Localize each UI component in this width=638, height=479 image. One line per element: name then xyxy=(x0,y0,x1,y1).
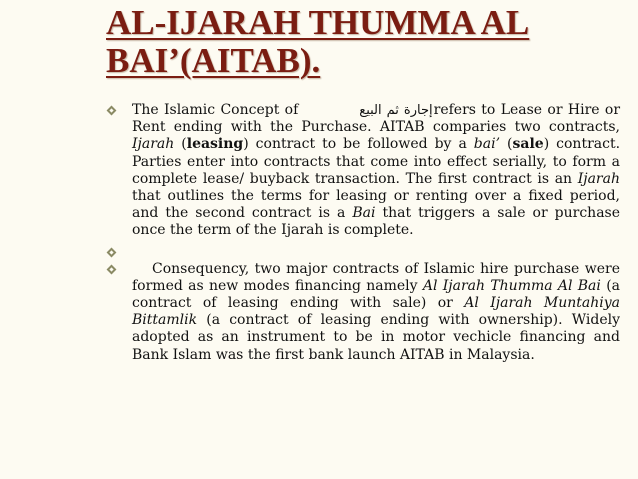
b1-text-2: refers to Lease or Hire or Rent ending with the Purchase. AITAB comparies two contracts, xyxy=(132,102,621,136)
bullet-paragraph-3 xyxy=(108,261,620,364)
slide-body xyxy=(108,102,620,364)
bullet-paragraph-1 xyxy=(108,102,620,240)
slide-title xyxy=(106,4,626,80)
title-line-1: AL-IJARAH THUMMA AL xyxy=(106,3,530,42)
b3-text-2: (a contract of leasing ending with sale) or xyxy=(132,277,620,312)
bullet-paragraph-2-empty xyxy=(108,244,620,261)
bullet-diamond-icon xyxy=(107,264,117,274)
b1-bai-2: Bai xyxy=(352,205,376,222)
bullet-diamond-icon xyxy=(107,106,117,116)
b1-text-7: that outlines the terms for leasing or renting over a fixed period, and the second contract is a xyxy=(132,188,620,222)
b1-text-8: that triggers a sale or purchase once the term of the Ijarah is complete. xyxy=(132,205,621,239)
b3-text-1: Consequency, two major contracts of Islamic hire purchase were formed as new modes financing namely xyxy=(132,260,620,294)
b1-text-1: The Islamic Concept of xyxy=(132,102,299,118)
b1-paren-2: ( xyxy=(507,136,513,153)
b1-sale: sale xyxy=(512,136,544,153)
b1-leasing: leasing xyxy=(186,136,244,153)
b1-ijarah-2: Ijarah xyxy=(577,170,620,187)
b1-bai-1: bai’ xyxy=(473,136,501,153)
b3-name-1: Al Ijarah Thumma Al Bai xyxy=(422,277,601,294)
b1-text-6: ) contract. Parties enter into contracts that come into effect serially, to form a complete lease/ buyback transaction. The first contract is an xyxy=(132,136,621,187)
bullet-diamond-icon xyxy=(107,247,117,257)
b3-name-2: Al Ijarah Muntahiya Bittamlik xyxy=(132,295,621,329)
title-line-2: BAI’(AITAB). xyxy=(106,41,321,80)
b3-text-3: (a contract of leasing ending with ownership). Widely adopted as an instrument to be in motor vechicle financing and Bank Islam was the first bank launch AITAB in Malaysia. xyxy=(132,312,621,363)
b1-paren-1: ( xyxy=(181,136,187,153)
b1-text-4: ) contract to be followed by a xyxy=(243,136,467,153)
arabic-term: إجارة ثم البيع xyxy=(359,103,433,118)
b1-ijarah-1: Ijarah xyxy=(132,136,175,153)
